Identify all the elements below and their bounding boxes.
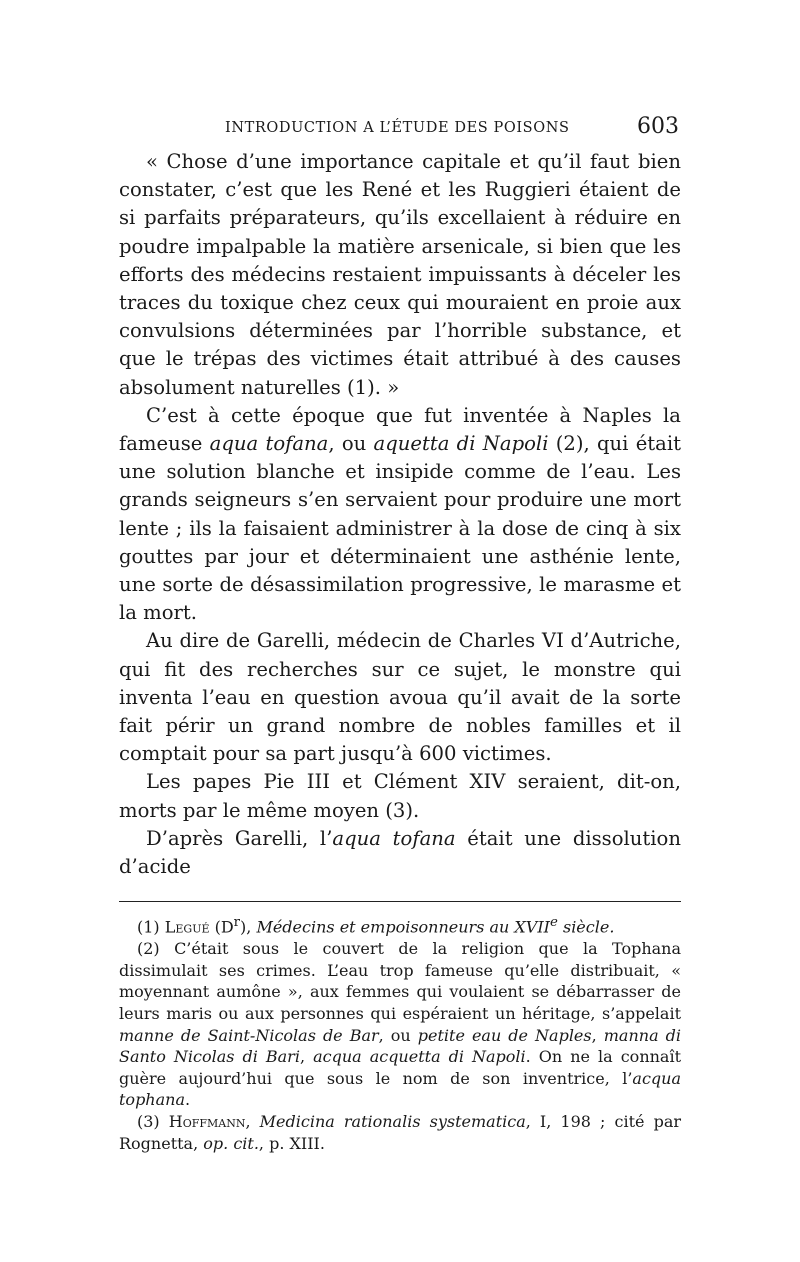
page-number: 603 [637, 114, 679, 139]
footnote-title: siècle. [557, 917, 615, 937]
book-page [119, 112, 681, 1154]
italic-term: acqua acquetta di Napoli [313, 1047, 526, 1067]
footnote-text: , p. XIII. [258, 1133, 325, 1153]
footnotes [119, 912, 681, 1154]
italic-term: petite eau de Naples [417, 1025, 592, 1045]
paragraph-quote [119, 148, 681, 402]
paragraph-text: « Chose d’une importance capitale et qu’il faut bien constater, c’est que les René et les Ruggieri étaient de si parfaits préparateurs, qu’ils excellaient à réduire en poudre impalpable la matière arsenicale, si bien que les efforts des médecins restaient impuissants à déceler les traces du toxique chez ceux qui mouraient en proie aux convulsions déterminées par l’horrible substance, et que le trépas des victimes était attribué à des causes absolument naturelles (1). » [119, 150, 681, 399]
footnote-number: (1) [137, 917, 165, 937]
superscript: r [233, 915, 241, 931]
footnote-text: . [185, 1090, 191, 1110]
footnote-title: Médecins et empoisonneurs au XVII [256, 917, 550, 937]
footnote-text: , [299, 1047, 314, 1067]
superscript: e [550, 915, 558, 931]
paragraph-text: était une dissolution d’acide [119, 826, 681, 879]
footnote-title: Medicina rationalis systematica [259, 1111, 526, 1131]
paragraph-text: Au dire de Garelli, médecin de Charles VI d’Autriche, qui fit des recherches sur ce sujet, le monstre qui inventa l’eau en question avoua qu’il avait de la sorte fait périr un grand nombre de nobles familles et il comptait pour sa part jusqu’à 600 victimes. [119, 629, 681, 766]
italic-term: manne de Saint-Nicolas de Bar [119, 1025, 379, 1045]
paragraph-text: C’est à cette époque que fut inventée à Naples la fameuse [119, 403, 681, 456]
paragraph-text: , ou [328, 432, 374, 456]
paragraph-dissolution [119, 825, 681, 881]
italic-term: aqua tofana [209, 432, 329, 456]
italic-term: acqua tophana [119, 1068, 681, 1110]
footnote-text: , I, 198 ; cité par Rognetta, [119, 1111, 682, 1153]
footnote-number: (3) [137, 1111, 169, 1131]
paragraph-garelli [119, 627, 681, 768]
footnote-author: Legué [164, 917, 210, 937]
footnote-title: op. cit. [203, 1133, 259, 1153]
italic-term: aquetta di Napoli [373, 432, 549, 456]
running-head [119, 112, 681, 144]
paragraph-papes [119, 768, 681, 824]
footnote-text: . On ne la connaît guère aujourd’hui que sous le nom de son inventrice, l’ [119, 1047, 682, 1088]
footnote-number: (2) [137, 939, 175, 959]
paragraph-text: Les papes Pie III et Clément XIV seraient, dit-on, morts par le même moyen (3). [119, 770, 681, 822]
footnote-text: (D [209, 917, 234, 937]
paragraph-aqua-tofana [119, 402, 681, 628]
footnote-author: Hoffmann [168, 1111, 246, 1131]
body-text [119, 148, 681, 881]
footnote-text: , [245, 1111, 260, 1131]
footnote-text: ), [240, 917, 257, 937]
running-title: INTRODUCTION A L’ÉTUDE DES POISONS [225, 120, 570, 136]
footnote-text: , [591, 1025, 604, 1045]
paragraph-text: D’après Garelli, l’ [146, 826, 333, 850]
footnote-1 [119, 912, 681, 938]
footnote-2 [119, 938, 681, 1111]
footnote-3 [119, 1111, 681, 1154]
footnote-rule [119, 901, 681, 902]
paragraph-text: (2), qui était une solution blanche et insipide comme de l’eau. Les grands seigneurs s’en servaient pour produire une mort lente ; ils la faisaient administrer à la dose de cinq à six gouttes par jour et déterminaient une asthénie lente, une sorte de désassimilation progressive, le marasme et la mort. [119, 432, 681, 625]
italic-term: aqua tofana [332, 826, 456, 850]
footnote-text: C’était sous le couvert de la religion que la Tophana dissimulait ses crimes. L’eau trop fameuse qu’elle distribuait, « moyennant aumône », aux femmes qui voulaient se débarrasser de leurs maris ou aux personnes qui espéraient un héritage, s’appelait [119, 939, 681, 1023]
footnote-text: , ou [378, 1025, 418, 1045]
italic-term: manna di Santo Nicolas di Bari [119, 1025, 682, 1067]
